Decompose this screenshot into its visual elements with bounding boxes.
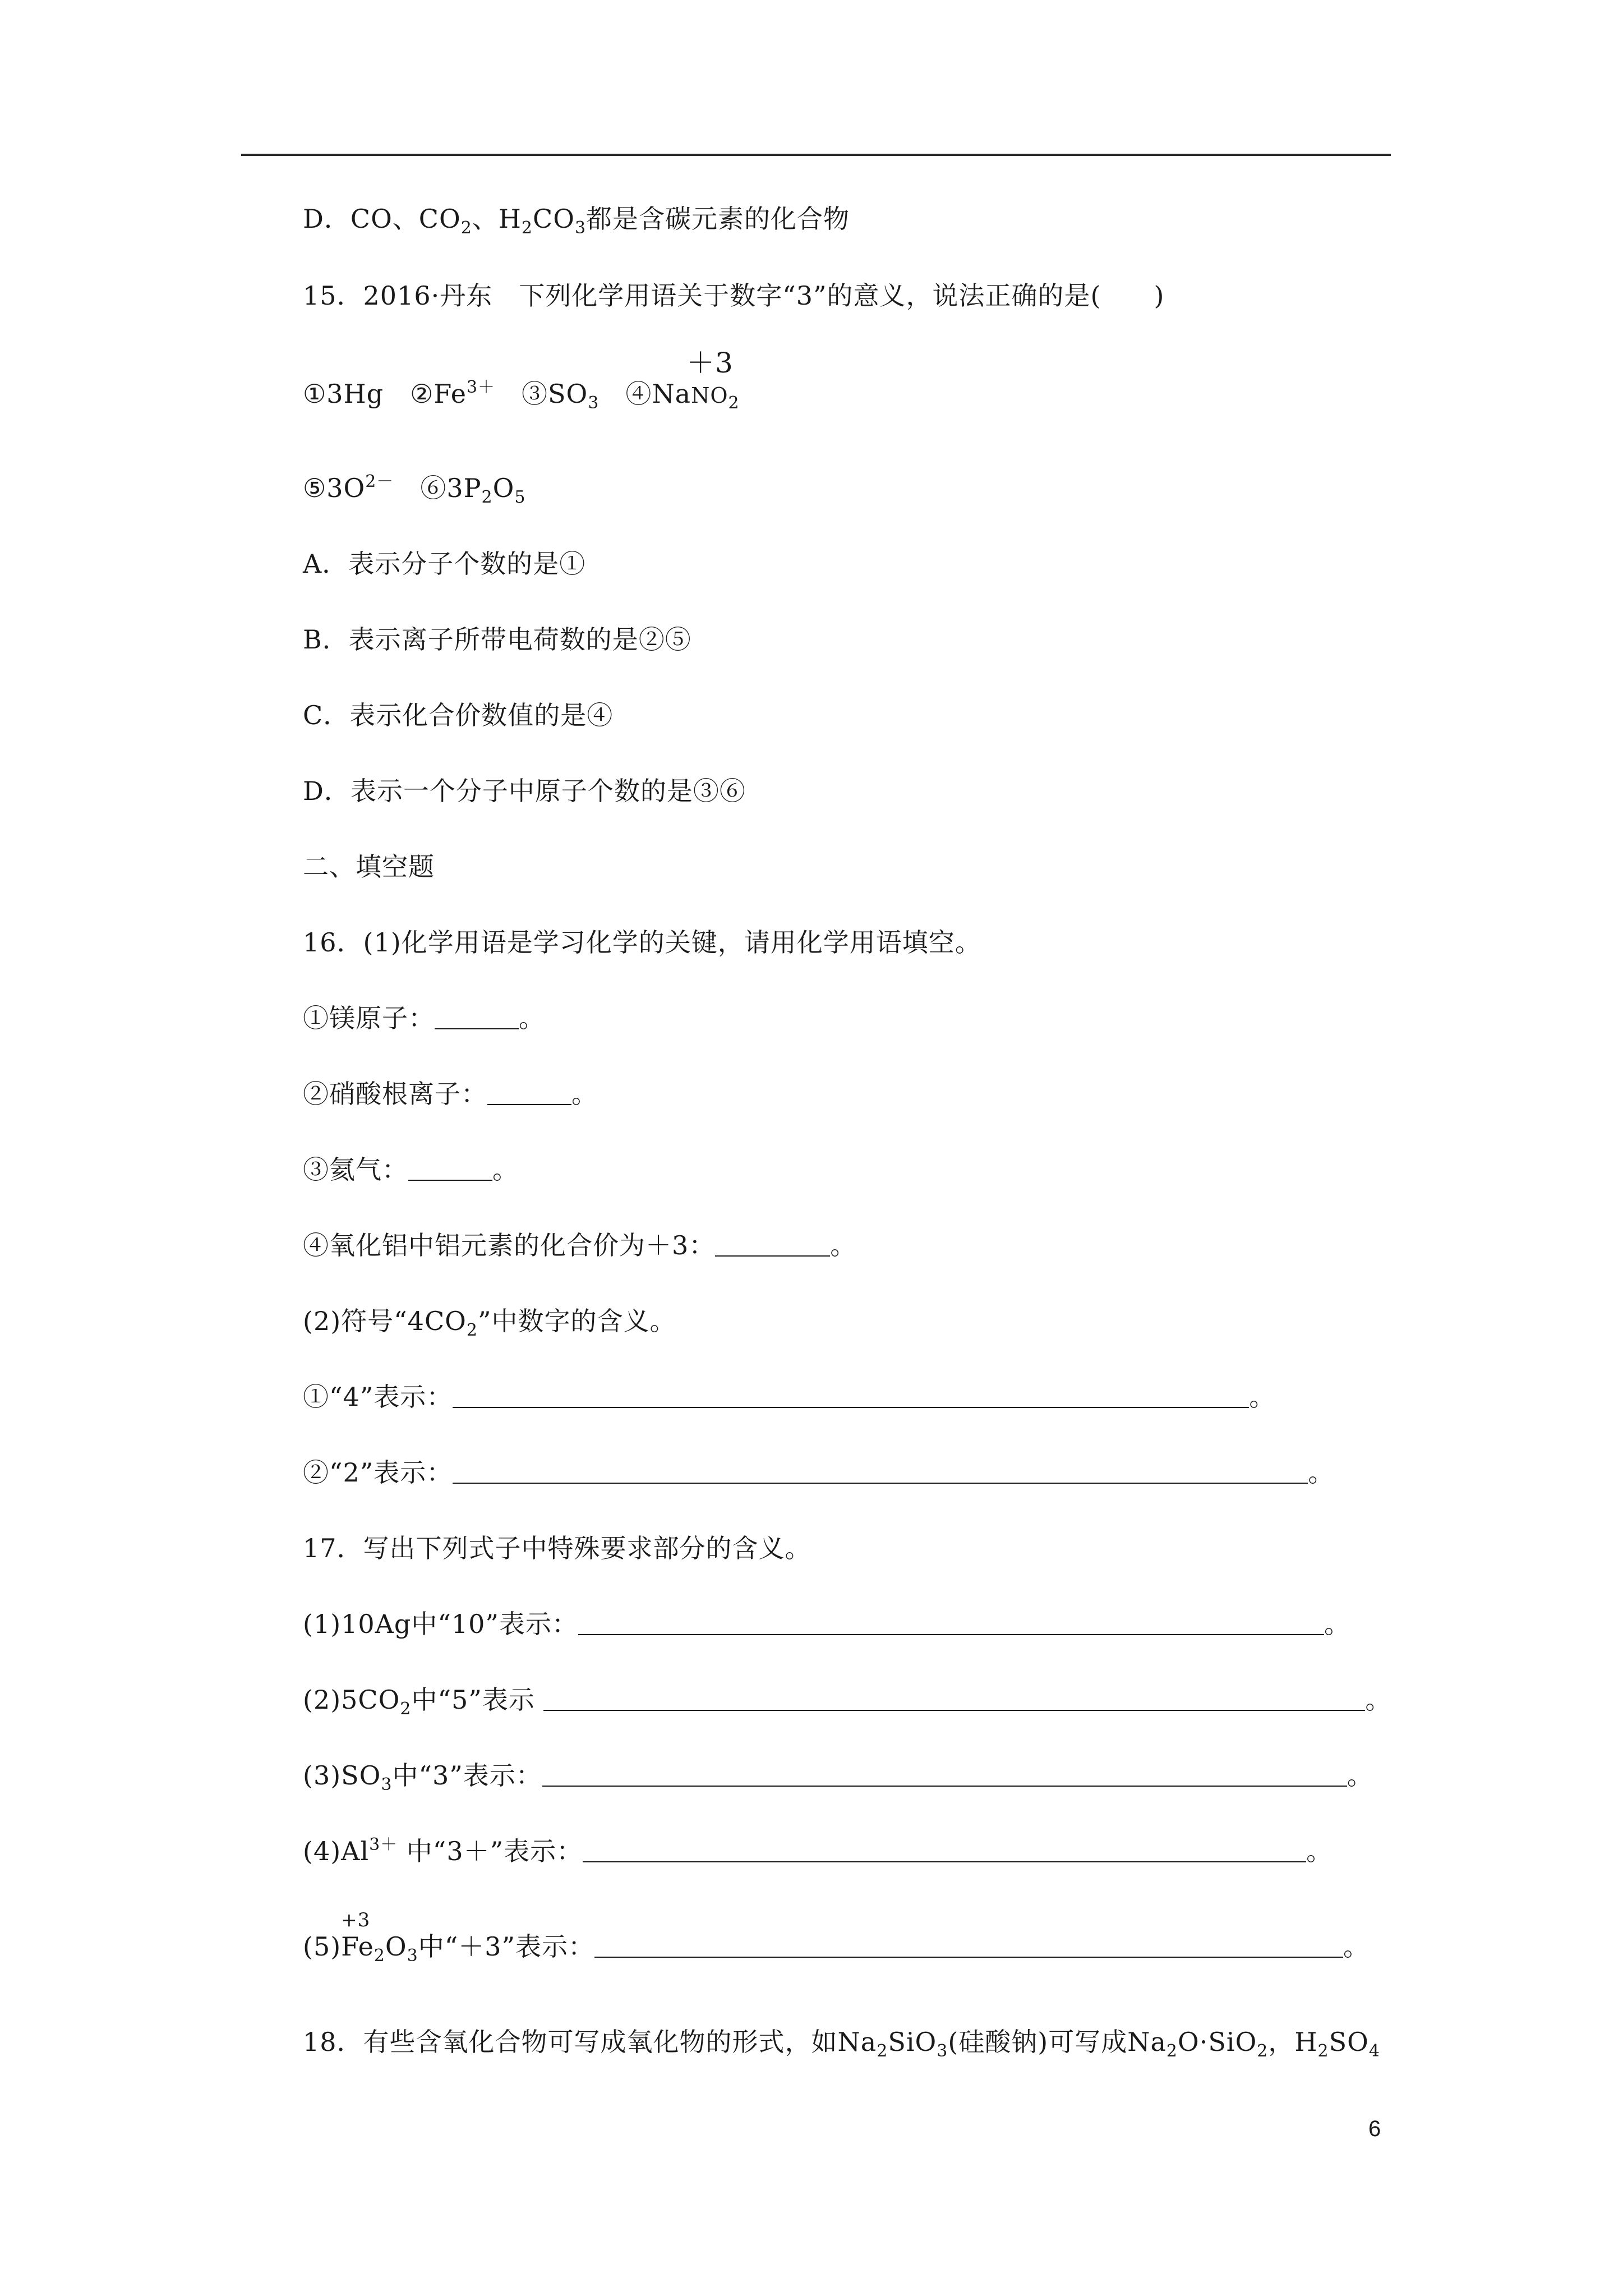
answer-blank[interactable] [715,1233,830,1257]
q15-items-row1 [303,347,740,413]
q15-item-1: ①3Hg [303,379,384,409]
q16-part2-item-2: ②“2”表示： 。 [303,1457,1335,1488]
q16-item-4: ④氧化铝中铝元素的化合价为＋3： 。 [303,1230,857,1260]
q17-item-4: $(4)Al^{3+}$ 中“3＋”表示： 。 [303,1835,1333,1866]
q16-stem: 16．(1)化学用语是学习化学的关键，请用化学用语填空。 [303,927,981,958]
valence-mark: ＋3 [686,347,734,379]
answer-blank[interactable] [543,1687,1365,1711]
q16-part2-item-1: ①“4”表示： 。 [303,1382,1276,1412]
answer-blank[interactable] [435,1006,519,1029]
answer-blank[interactable] [487,1082,571,1105]
q17-item-2: $(2)5CO_2$中“5”表示 。 [303,1685,1392,1719]
header-rule [241,154,1391,156]
q14-option-d: D．CO、$CO_2$、$H_2CO_3$都是含碳元素的化合物 [303,204,850,238]
q17-item-1: (1)10Ag中“10”表示： 。 [303,1609,1350,1639]
q18-stem: 18．有些含氧化合物可写成氧化物的形式，如$Na_2SiO_3$(硅酸钠)可写成$Na_2O\cdot SiO_2$，$H_2SO_4$ [303,2027,1380,2061]
valence-mark: +3 [341,1909,371,1931]
q15-item-4: ④Na ＋3 $NO_2$ [625,347,740,413]
q17-stem: 17．写出下列式子中特殊要求部分的含义。 [303,1533,811,1563]
q15-item-2: $②Fe^{3+}$ [410,378,496,409]
q15-option-a: A．表示分子个数的是① [303,549,586,579]
q15-item-3: $③SO_3$ [522,379,600,413]
answer-blank[interactable] [594,1934,1343,1958]
q15-item-5: $⑤3O^{2-}$ [303,472,394,503]
q16-item-1: ①镁原子： 。 [303,1003,545,1033]
page-number: 6 [1368,2116,1381,2141]
q16-part2-stem: (2)符号“$4CO_2$”中数字的含义。 [303,1306,676,1340]
section-title: 二、填空题 [303,852,435,882]
q15-option-d: D．表示一个分子中原子个数的是③⑥ [303,776,746,806]
q16-item-3: ③氦气： 。 [303,1154,519,1185]
q17-item-5: (5) +3 $Fe_2O_3$中“＋3”表示： 。 [303,1909,1370,1966]
answer-blank[interactable] [583,1839,1306,1862]
q15-option-b: B．表示离子所带电荷数的是②⑤ [303,624,691,655]
answer-blank[interactable] [453,1460,1308,1484]
q15-item-6: $⑥3P_2O_5$ [420,473,526,507]
answer-blank[interactable] [453,1384,1249,1408]
q15-stem: 15．2016·丹东 下列化学用语关于数字“3”的意义，说法正确的是( ) [303,280,1165,311]
q15-items-row2 [303,471,525,505]
answer-blank[interactable] [542,1763,1347,1787]
answer-blank[interactable] [578,1612,1324,1635]
q16-item-2: ②硝酸根离子： 。 [303,1079,598,1109]
q15-option-c: C．表示化合价数值的是④ [303,700,614,730]
answer-blank[interactable] [408,1157,492,1181]
q17-item-3: $(3)SO_3$中“3”表示： 。 [303,1760,1373,1795]
